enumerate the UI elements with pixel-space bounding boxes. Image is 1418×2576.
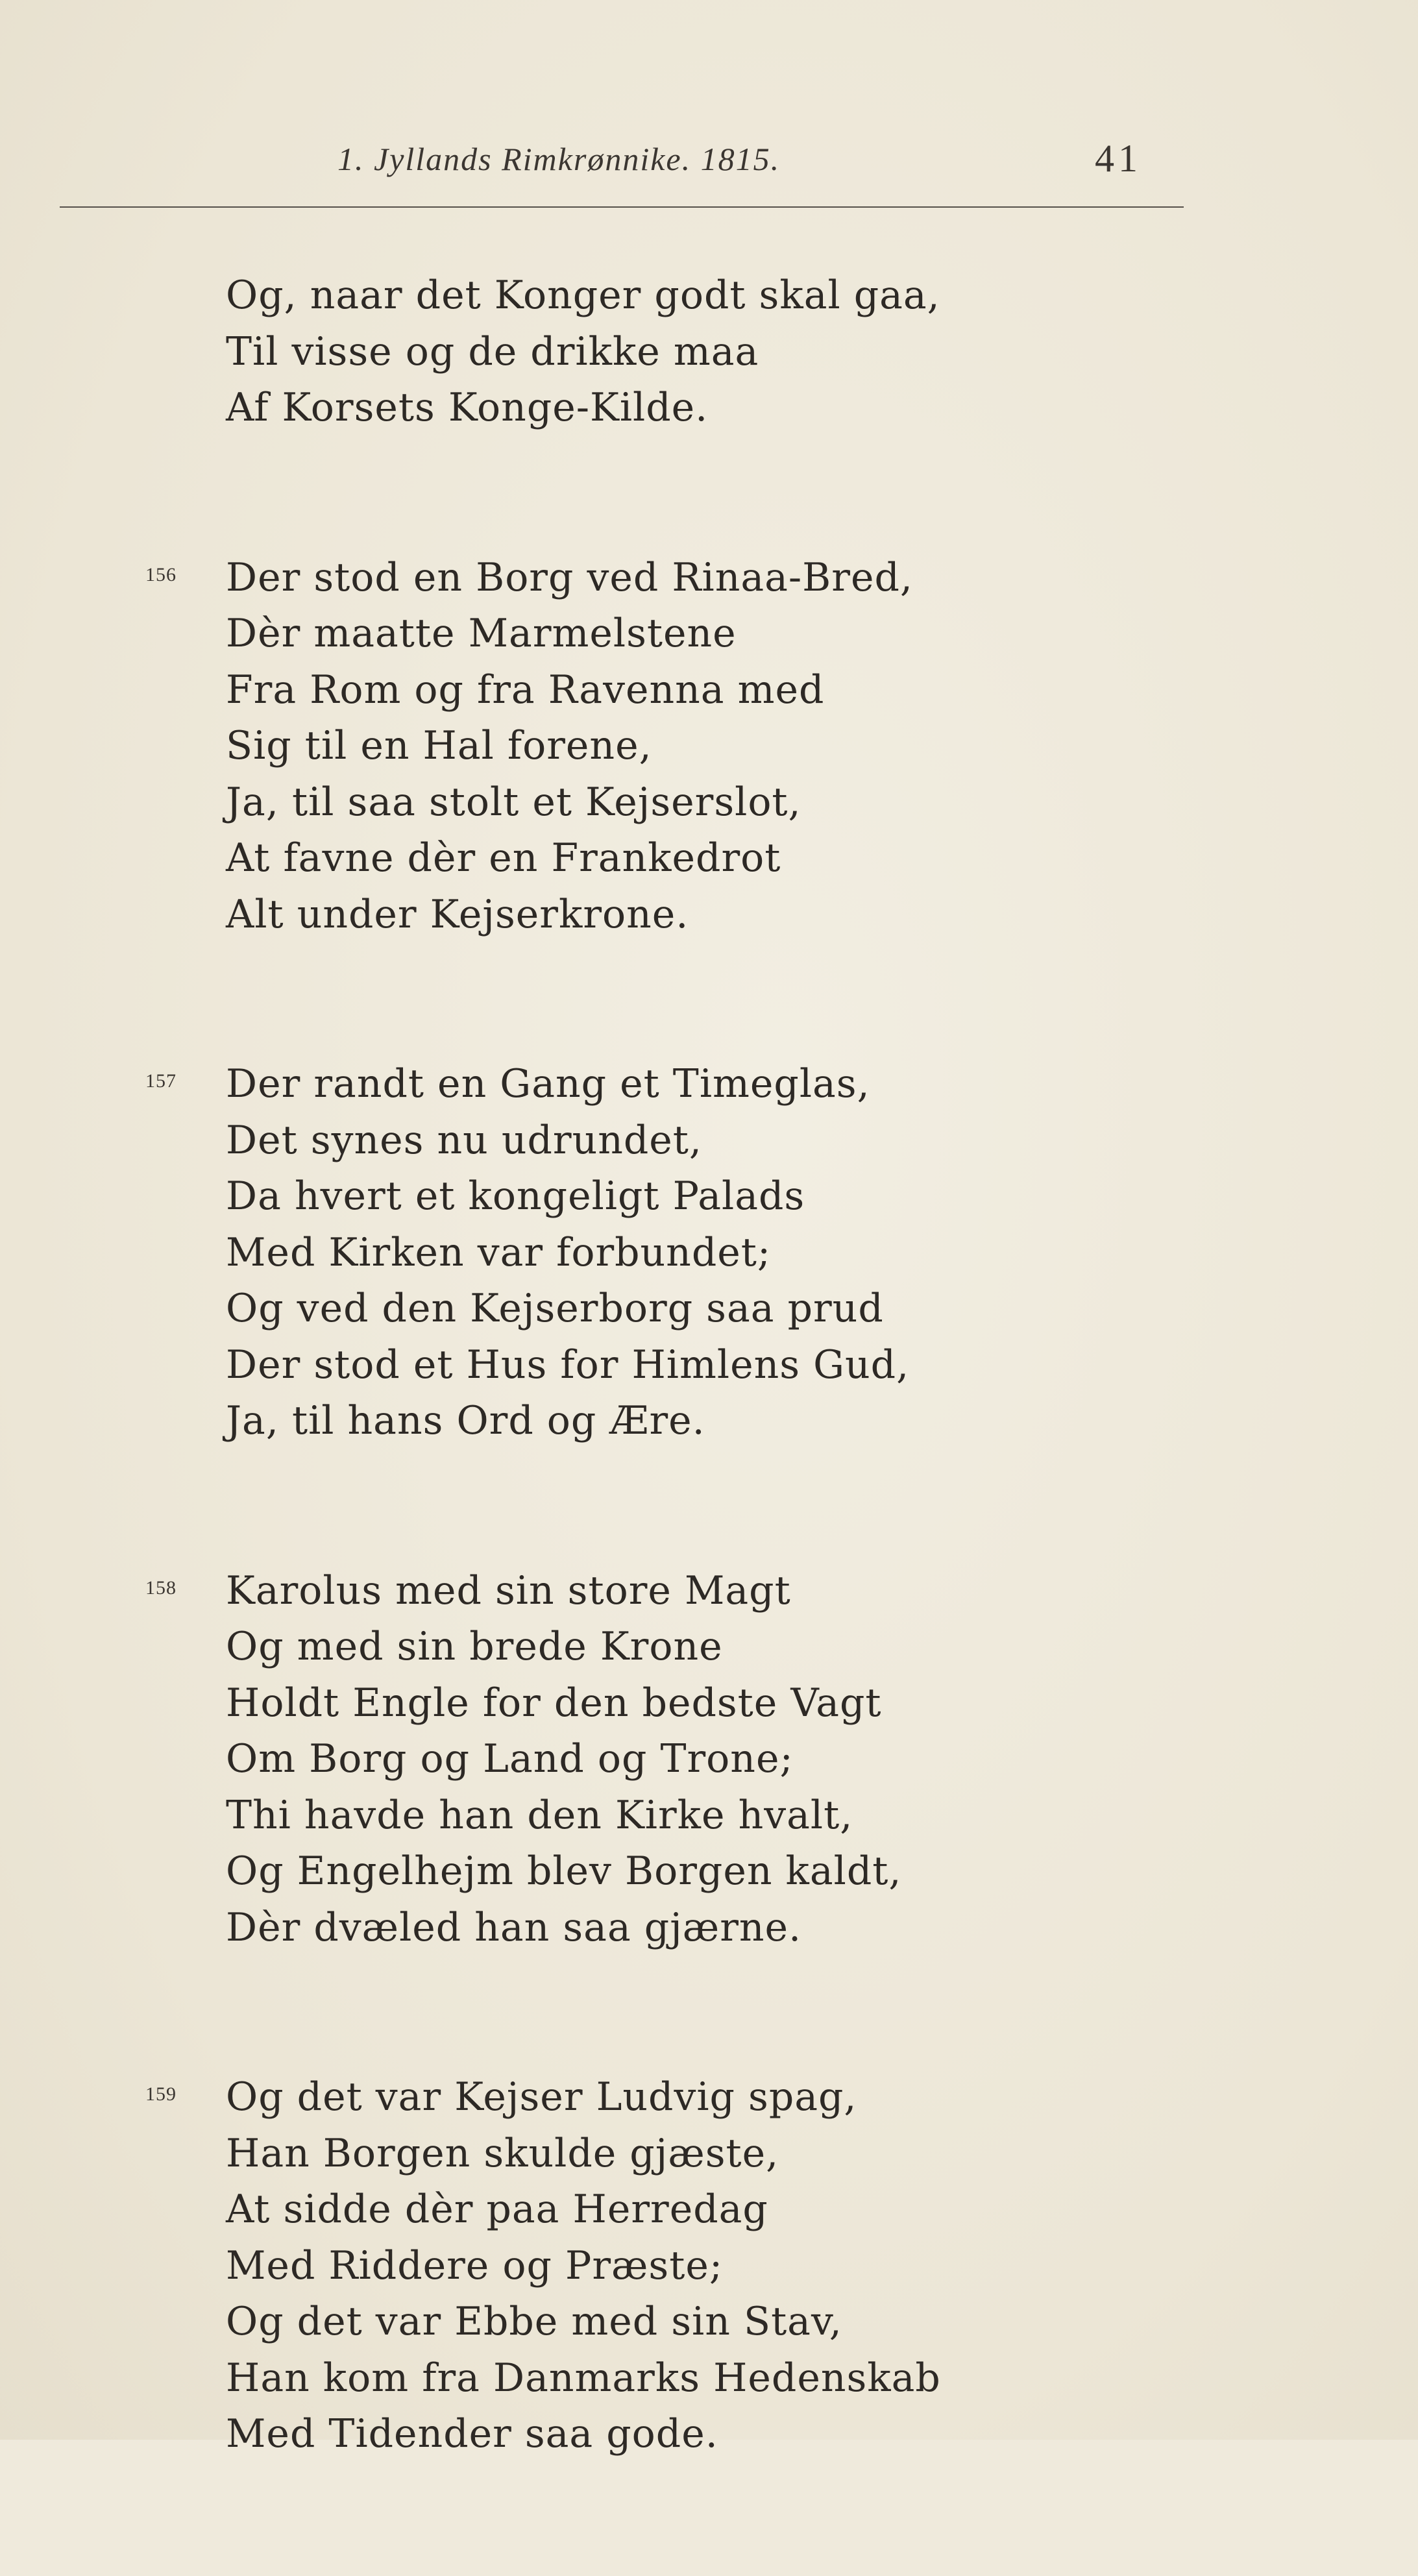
verse-line: Fra Rom og fra Ravenna med: [226, 667, 825, 713]
poem-body: [145, 267, 1220, 2576]
verse-line: Og Engelhejm blev Borgen kaldt,: [226, 1848, 902, 1894]
stanza-156: [145, 550, 1220, 943]
verse-line: Med Tidender saa gode.: [226, 2411, 718, 2457]
verse-line: Thi havde han den Kirke hvalt,: [226, 1792, 853, 1838]
verse-line: Det synes nu udrundet,: [226, 1117, 702, 1163]
stanza-159: [145, 2069, 1220, 2462]
verse-line: Med Riddere og Præste;: [226, 2242, 724, 2288]
page-number: 41: [1095, 137, 1142, 180]
verse-line: Dèr maatte Marmelstene: [226, 611, 737, 656]
verse-line: Der randt en Gang et Timeglas,: [226, 1061, 870, 1107]
verse-line: At sidde dèr paa Herredag: [226, 2187, 768, 2232]
stanza-158: [145, 1563, 1220, 1956]
verse-line: Da hvert et kongeligt Palads: [226, 1173, 805, 1219]
verse-line: Og det var Ebbe med sin Stav,: [226, 2299, 842, 2344]
verse-line: Holdt Engle for den bedste Vagt: [226, 1680, 882, 1726]
verse-line: Sig til en Hal forene,: [226, 723, 652, 768]
stanza-number: 158: [145, 1576, 177, 1599]
verse-line: Af Korsets Konge-Kilde.: [226, 385, 709, 430]
stanza-number: 156: [145, 563, 177, 585]
page-header: [60, 110, 1189, 208]
running-head: 1. Jyllands Rimkrønnike. 1815.: [337, 141, 781, 177]
verse-line: Karolus med sin store Magt: [226, 1567, 791, 1613]
stanza-number: 159: [145, 2083, 177, 2105]
verse-line: Om Borg og Land og Trone;: [226, 1736, 794, 1782]
verse-line: Ja, til saa stolt et Kejserslot,: [226, 779, 801, 825]
verse-line: Dèr dvæled han saa gjærne.: [226, 1904, 802, 1950]
verse-line: Og med sin brede Krone: [226, 1624, 723, 1669]
verse-line: Med Kirken var forbundet;: [226, 1229, 772, 1275]
verse-line: Han kom fra Danmarks Hedenskab: [226, 2355, 941, 2401]
verse-line: At favne dèr en Frankedrot: [226, 835, 781, 881]
verse-line: Og ved den Kejserborg saa prud: [226, 1286, 884, 1331]
stanza-number: 157: [145, 1070, 177, 1092]
header-rule: [60, 206, 1184, 208]
stanza-157: [145, 1056, 1220, 1449]
verse-line: Ja, til hans Ord og Ære.: [226, 1398, 705, 1443]
verse-line: Og, naar det Konger godt skal gaa,: [226, 273, 940, 318]
verse-line: Der stod et Hus for Himlens Gud,: [226, 1342, 910, 1388]
verse-line: Og det var Kejser Ludvig spag,: [226, 2074, 857, 2120]
verse-line: Til visse og de drikke maa: [226, 328, 759, 374]
verse-line: Han Borgen skulde gjæste,: [226, 2130, 779, 2176]
verse-line: Der stod en Borg ved Rinaa-Bred,: [226, 554, 913, 600]
stanza-continuation: [149, 267, 1220, 436]
verse-line: Alt under Kejserkrone.: [226, 891, 689, 937]
